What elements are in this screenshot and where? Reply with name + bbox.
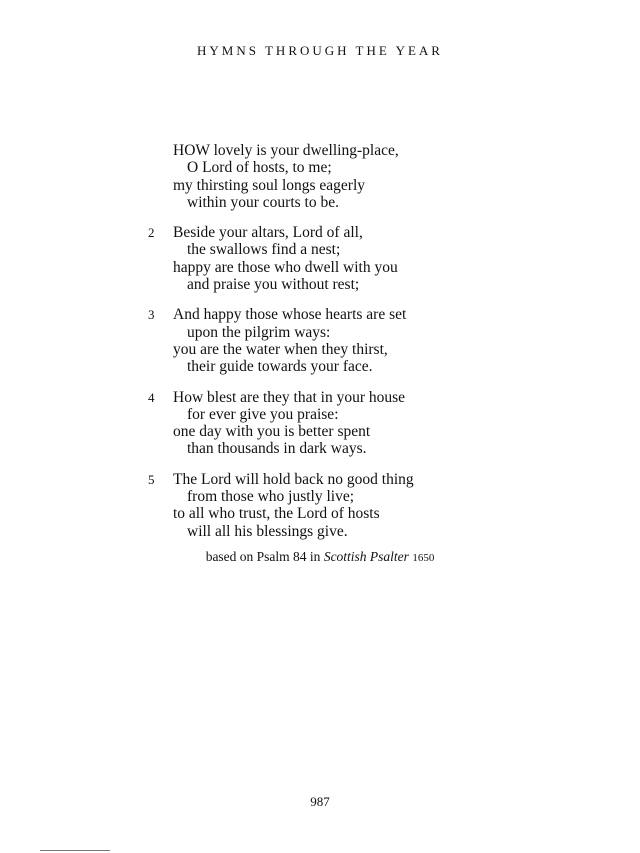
verse-line: The Lord will hold back no good thing xyxy=(173,470,414,488)
verse-line: within your courts to be. xyxy=(187,193,339,211)
verse-number: 2 xyxy=(148,225,155,241)
attribution-prefix: based on Psalm 84 in xyxy=(205,549,321,564)
attribution-year: 1650 xyxy=(412,552,435,564)
verse-3 xyxy=(0,306,640,375)
verse-number: 4 xyxy=(148,389,155,405)
verse-1 xyxy=(0,142,640,211)
verse-line: happy are those who dwell with you xyxy=(173,258,398,276)
verse-line: to all who trust, the Lord of hosts xyxy=(173,505,380,523)
verse-line: for ever give you praise: xyxy=(187,405,339,423)
verse-line: my thirsting soul longs eagerly xyxy=(173,176,366,194)
footer-rule xyxy=(40,850,110,851)
verse-line: How blest are they that in your house xyxy=(173,388,406,406)
verse-line: their guide towards your face. xyxy=(187,358,373,376)
attribution-source: Scottish Psalter xyxy=(323,549,409,564)
verse-line: upon the pilgrim ways: xyxy=(187,323,331,341)
verse-line: from those who justly live; xyxy=(187,488,355,506)
verse-number: 3 xyxy=(148,307,155,323)
verse-4 xyxy=(0,389,640,458)
verse-line: Beside your altars, Lord of all, xyxy=(173,224,363,242)
hymn-text xyxy=(0,142,640,553)
verse-line: one day with you is better spent xyxy=(173,423,371,441)
running-head: HYMNS THROUGH THE YEAR xyxy=(197,43,443,58)
verse-line: And happy those whose hearts are set xyxy=(173,306,407,324)
attribution xyxy=(0,549,640,565)
verse-number: 5 xyxy=(148,471,155,487)
verse-line: and praise you without rest; xyxy=(187,276,360,294)
page-number: 987 xyxy=(310,794,330,809)
verse-5 xyxy=(0,471,640,540)
verse-line: you are the water when they thirst, xyxy=(173,340,388,358)
verse-2 xyxy=(0,224,640,293)
verse-line: HOW lovely is your dwelling-place, xyxy=(173,142,399,159)
verse-line: the swallows find a nest; xyxy=(187,241,341,259)
verse-line: O Lord of hosts, to me; xyxy=(187,159,332,177)
verse-line: will all his blessings give. xyxy=(187,522,348,540)
verse-line: than thousands in dark ways. xyxy=(187,440,367,458)
